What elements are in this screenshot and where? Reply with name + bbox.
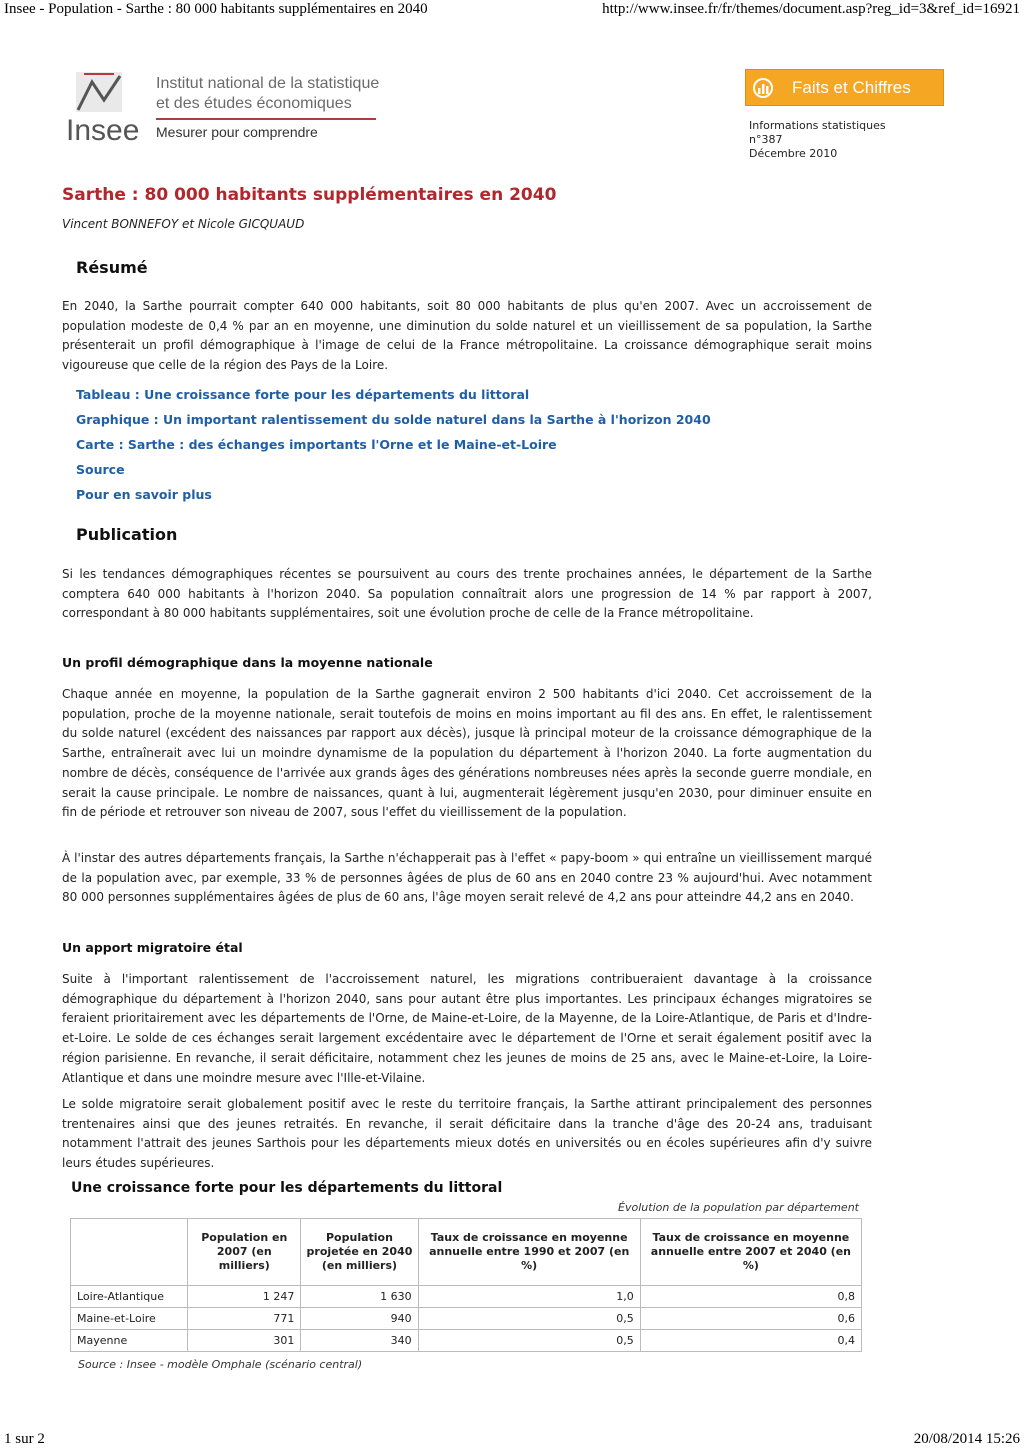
table-cell: 940 bbox=[301, 1308, 418, 1330]
table-cell: 340 bbox=[301, 1330, 418, 1352]
table-cell: 0,8 bbox=[640, 1286, 861, 1308]
table-caption: Évolution de la population par département bbox=[618, 1201, 859, 1214]
page-title: Sarthe : 80 000 habitants supplémentaires en 2040 bbox=[62, 185, 557, 205]
insee-motto: Mesurer pour comprendre bbox=[156, 124, 318, 140]
table-header-row bbox=[71, 1219, 862, 1286]
section-profil-paragraph-2: À l'instar des autres départements français, la Sarthe n'échapperait pas à l'effet « papy-boom » qui entraîne un vieillissement marqué de la population avec, par exemple, 33 % de personnes âgées de plus de 60 ans en 2040 contre 23 % aujourd'hui. Avec notamment 80 000 personnes supplémentaires âgées de plus de 60 ans, l'âge moyen serait relevé de 4,2 ans pour atteindre 44,2 ans en 2040. bbox=[62, 851, 872, 905]
table-cell: 1,0 bbox=[418, 1286, 640, 1308]
table-cell: 301 bbox=[188, 1330, 301, 1352]
table-cell-department: Loire-Atlantique bbox=[71, 1286, 188, 1308]
page-number: 1 sur 2 bbox=[4, 1431, 45, 1447]
table-cell-department: Maine-et-Loire bbox=[71, 1308, 188, 1330]
institute-name bbox=[156, 74, 426, 114]
logo-divider bbox=[156, 118, 376, 120]
table-cell: 771 bbox=[188, 1308, 301, 1330]
table-header-cell bbox=[71, 1219, 188, 1286]
table-header-cell: Population projetée en 2040 (en milliers) bbox=[301, 1219, 418, 1286]
link-source[interactable]: Source bbox=[76, 462, 125, 477]
print-datetime: 20/08/2014 15:26 bbox=[913, 1431, 1020, 1447]
table-cell: 1 630 bbox=[301, 1286, 418, 1308]
print-header-title: Insee - Population - Sarthe : 80 000 habitants supplémentaires en 2040 bbox=[4, 1, 428, 17]
institute-line-1: Institut national de la statistique bbox=[156, 75, 380, 92]
publication-heading: Publication bbox=[76, 525, 178, 544]
resume-text: En 2040, la Sarthe pourrait compter 640 000 habitants, soit 80 000 habitants de plus qu'en 2007. Avec un accroissement de population modeste de 0,4 % par an en moyenne, une diminution du solde naturel et un vieillissement de sa population, la Sarthe présenterait un profil démographique à l'image de celui de la France métropolitaine. La croissance démographique serait moins vigoureuse que celle de la région des Pays de la Loire. bbox=[62, 299, 872, 373]
section-title-migratoire: Un apport migratoire étal bbox=[62, 940, 243, 955]
section-migratoire-paragraph-2: Le solde migratoire serait globalement positif avec le reste du territoire français, la Sarthe attirant principalement des personnes trentenaires ainsi que des jeunes retraités. En revanche, il serait déficitaire dans la tranche d'âge des 20-24 ans, traduisant notamment l'attrait des jeunes Sarthois pour les départements mieux dotés en universités ou en écoles supérieures afin d'y suivre leurs études supérieures. bbox=[62, 1097, 872, 1171]
section-profil-paragraph-1: Chaque année en moyenne, la population de la Sarthe gagnerait environ 2 500 habitants d'ici 2040. Cet accroissement de la population, proche de la moyenne nationale, serait toutefois de moins en moins important au fil des ans. En effet, le ralentissement du solde naturel (excédent des naissances par rapport aux décès), jusque là principal moteur de la croissance démographique de la Sarthe, entraînerait avec lui un moindre dynamisme de la population du département à l'horizon 2040. La forte augmentation du nombre de décès, conséquence de l'arrivée aux grands âges des générations nombreuses nées après la seconde guerre mondiale, en serait la cause principale. Le nombre de naissances, quant à lui, augmenterait légèrement jusqu'en 2030, pour diminuer ensuite en fin de période et retrouver son niveau de 2007, sous l'effet du vieillissement de la population. bbox=[62, 687, 872, 820]
link-pour-en-savoir-plus[interactable]: Pour en savoir plus bbox=[76, 487, 212, 502]
table-row bbox=[71, 1286, 862, 1308]
publication-info bbox=[749, 119, 886, 161]
link-tableau[interactable]: Tableau : Une croissance forte pour les départements du littoral bbox=[76, 387, 530, 402]
table-source: Source : Insee - modèle Omphale (scénario central) bbox=[78, 1358, 363, 1371]
link-carte[interactable]: Carte : Sarthe : des échanges importants l'Orne et le Maine-et-Loire bbox=[76, 437, 557, 452]
table-cell: 0,6 bbox=[640, 1308, 861, 1330]
link-graphique[interactable]: Graphique : Un important ralentissement du solde naturel dans la Sarthe à l'horizon 2040 bbox=[76, 412, 711, 427]
table-cell: 0,4 bbox=[640, 1330, 861, 1352]
table-cell: 0,5 bbox=[418, 1330, 640, 1352]
table-cell: 1 247 bbox=[188, 1286, 301, 1308]
population-table bbox=[70, 1218, 862, 1352]
table-header-cell: Taux de croissance en moyenne annuelle entre 1990 et 2007 (en %) bbox=[418, 1219, 640, 1286]
table-row bbox=[71, 1330, 862, 1352]
pub-series: Informations statistiques bbox=[749, 119, 886, 132]
summary-links bbox=[76, 385, 711, 510]
insee-logo[interactable] bbox=[62, 66, 422, 150]
insee-logo-mark-icon bbox=[70, 70, 128, 116]
table-row bbox=[71, 1308, 862, 1330]
pub-number: n°387 bbox=[749, 133, 783, 146]
faits-et-chiffres-label: Faits et Chiffres bbox=[792, 77, 911, 97]
insee-wordmark: Insee bbox=[66, 114, 140, 147]
table-header-cell: Population en 2007 (en milliers) bbox=[188, 1219, 301, 1286]
section-title-profil: Un profil démographique dans la moyenne nationale bbox=[62, 655, 433, 670]
print-header-url: http://www.insee.fr/fr/themes/document.asp?reg_id=3&ref_id=16921 bbox=[602, 1, 1020, 17]
pub-date: Décembre 2010 bbox=[749, 147, 838, 160]
table-title: Une croissance forte pour les départements du littoral bbox=[71, 1180, 503, 1196]
faits-et-chiffres-button[interactable] bbox=[745, 69, 944, 106]
section-migratoire-paragraph-1: Suite à l'important ralentissement de l'accroissement naturel, les migrations contribueraient davantage à la croissance démographique du département à l'horizon 2040, sans pour autant être plus importantes. Les principaux échanges migratoires se feraient prioritairement avec les départements de l'Orne, de Maine-et-Loire, de la Mayenne, de la Loire-Atlantique, de Paris et d'Indre-et-Loire. Le solde de ces échanges serait largement excédentaire avec le département de l'Orne et serait également positif avec la région parisienne. En revanche, il serait déficitaire, notamment chez les jeunes de moins de 25 ans, avec le Maine-et-Loire, la Loire-Atlantique et dans une moindre mesure avec l'Ille-et-Vilaine. bbox=[62, 972, 872, 1085]
resume-heading: Résumé bbox=[76, 258, 148, 277]
print-header bbox=[0, 0, 1024, 24]
publication-intro: Si les tendances démographiques récentes se poursuivent au cours des trente prochaines années, le département de la Sarthe comptera 640 000 habitants à l'horizon 2040. Sa population connaîtrait alors une progression de 14 % par rapport à 2007, correspondant à 80 000 habitants supplémentaires, soit une évolution proche de celle de la France métropolitaine. bbox=[62, 567, 872, 621]
table-header-cell: Taux de croissance en moyenne annuelle entre 2007 et 2040 (en %) bbox=[640, 1219, 861, 1286]
institute-line-2: et des études économiques bbox=[156, 95, 352, 112]
authors: Vincent BONNEFOY et Nicole GICQUAUD bbox=[62, 217, 305, 231]
print-footer bbox=[0, 1428, 1024, 1450]
table-cell-department: Mayenne bbox=[71, 1330, 188, 1352]
chart-icon bbox=[746, 69, 780, 106]
table-cell: 0,5 bbox=[418, 1308, 640, 1330]
